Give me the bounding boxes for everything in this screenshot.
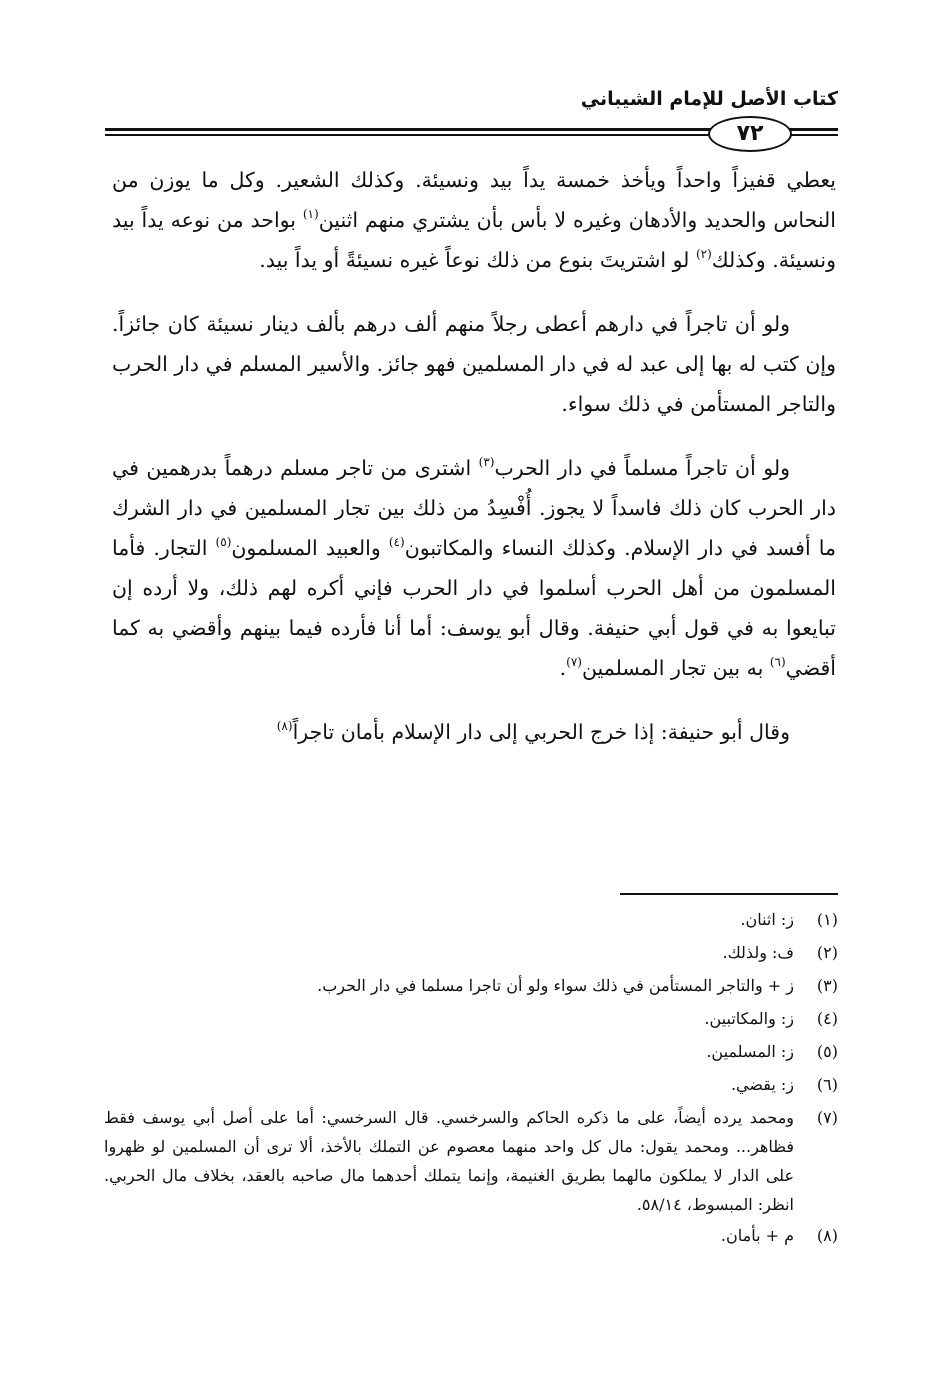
footnote-ref: (٥) [215, 535, 232, 549]
footnote-text: ز: والمكاتبين. [704, 1009, 794, 1028]
footnote-number: (٦) [816, 1075, 838, 1094]
footnote-text: ز: يقضي. [730, 1075, 794, 1094]
footnote [104, 1035, 838, 1068]
footnote [104, 1068, 838, 1101]
footnote [104, 1219, 838, 1252]
footnote [104, 1101, 838, 1219]
footnote-ref: (٦) [769, 655, 786, 669]
footnote [104, 936, 838, 969]
footnotes-list [104, 903, 838, 1252]
book-title: كتاب الأصل للإمام الشيباني [580, 88, 838, 110]
footnote-ref: (٨) [276, 719, 293, 733]
footnote-ref: (٧) [566, 655, 582, 669]
footnote-text: ز + والتاجر المستأمن في ذلك سواء ولو أن تاجرا مسلما في دار الحرب. [317, 976, 794, 995]
footnote-number: (٢) [816, 943, 838, 962]
footnote [104, 969, 838, 1002]
main-text [112, 160, 836, 752]
footnote-text: ز: اثنان. [740, 910, 794, 929]
footnote-number: (٨) [816, 1226, 838, 1245]
footnote-ref: (١) [302, 207, 319, 221]
paragraph: وقال أبو حنيفة: إذا خرج الحربي إلى دار الإسلام بأمان تاجراً$^{(٨)}$ [276, 719, 790, 744]
footnote-text: ف: ولذلك. [722, 943, 794, 962]
page-header [105, 82, 838, 154]
footnote-text: م + بأمان. [720, 1226, 794, 1245]
footnote-ref: (٢) [695, 247, 712, 261]
paragraph: ولو أن تاجراً مسلماً في دار الحرب$^{(٣)}$ اشترى من تاجر مسلم درهماً بدرهمين في دار الحرب كان ذلك فاسداً لا يجوز. أُفْسِدُ من ذلك بين تجار المسلمين في دار الشرك ما أفسد في دار الإسلام. وكذلك النساء والمكاتبون$^{(٤)}$ والعبيد المسلمون$^{(٥)}$ التجار. فأما المسلمون من أهل الحرب أسلموا في دار الحرب فإني أكره لهم ذلك، ولا أرده إن تبايعوا به في قول أبي حنيفة. وقال أبو يوسف: أما أنا فأرده فيما بينهم وأقضي به كما أقضي$^{(٦)}$ به بين تجار المسلمين$^{(٧)}$. [112, 455, 836, 680]
footnote-number: (٤) [816, 1009, 838, 1028]
footnote-number: (٧) [816, 1108, 838, 1127]
footnote [104, 1002, 838, 1035]
footnote-text: ز: المسلمين. [706, 1042, 794, 1061]
footnote-ref: (٣) [478, 455, 495, 469]
paragraph: يعطي قفيزاً واحداً ويأخذ خمسة يداً بيد ونسيئة. وكذلك الشعير. وكل ما يوزن من النحاس والحديد والأدهان وغيره لا بأس بأن يشتري منهم اثنين$^{(١)}$ بواحد من نوعه يداً بيد ونسيئة. وكذلك$^{(٢)}$ لو اشتريتَ بنوع من ذلك نوعاً غيره نسيئةً أو يداً بيد. [112, 168, 836, 272]
footnote-number: (٥) [816, 1042, 838, 1061]
footnote [104, 903, 838, 936]
page-number: ٧٢ [708, 116, 792, 152]
footnote-number: (١) [816, 910, 838, 929]
footnote-number: (٣) [816, 976, 838, 995]
footnote-text: ومحمد يرده أيضاً، على ما ذكره الحاكم والسرخسي. قال السرخسي: أما على أصل أبي يوسف فقط فظاهر... ومحمد يقول: مال كل واحد منهما معصوم عن التملك بالأخذ، ألا ترى أن المسلمين لو ظهروا على الدار لا يملكون مالهما بطريق الغنيمة، وإنما يتملك أحدهما مال صاحبه بالعقد، بخلاف مال الحربي. انظر: المبسوط، ٥٨/١٤. [104, 1108, 795, 1214]
footnote-ref: (٤) [388, 535, 405, 549]
footnote-separator [620, 893, 838, 895]
paragraph: ولو أن تاجراً في دارهم أعطى رجلاً منهم ألف درهم بألف دينار نسيئة كان جائزاً. وإن كتب له بها إلى عبد له في دار المسلمين فهو جائز. والأسير المسلم في دار الحرب والتاجر المستأمن في ذلك سواء. [112, 312, 836, 416]
